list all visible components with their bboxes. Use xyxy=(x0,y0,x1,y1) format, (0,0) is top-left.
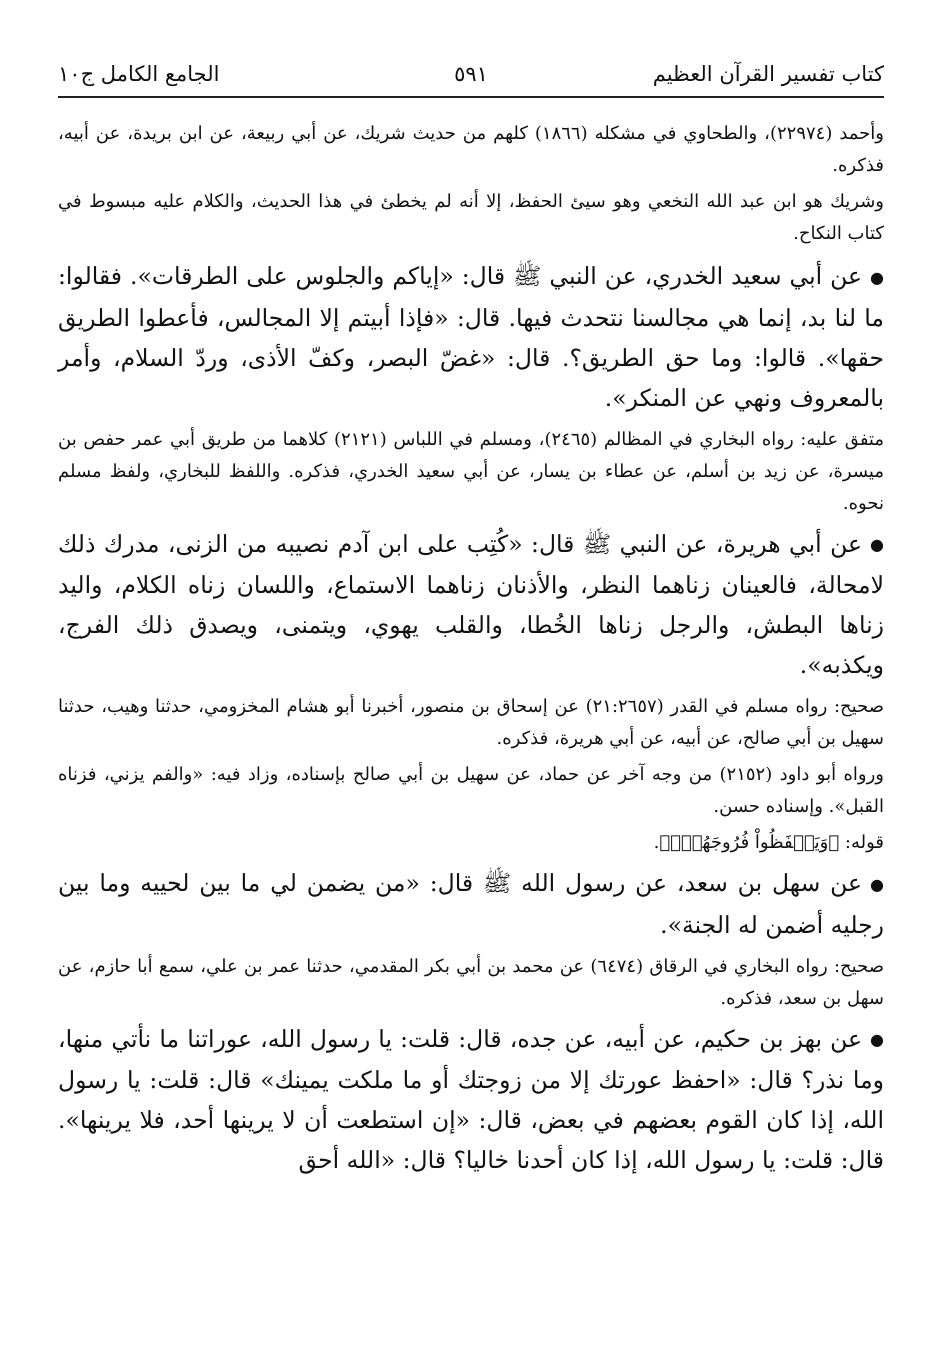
page-number: ٥٩١ xyxy=(454,62,488,86)
bullet-icon: ● xyxy=(870,267,884,287)
hadith-paragraph: ●عن سهل بن سعد، عن رسول الله ﷺ قال: «من يضمن لي ما بين لحييه وما بين رجليه أضمن له الجنة». xyxy=(58,863,884,945)
header-rule xyxy=(58,96,884,98)
bullet-icon: ● xyxy=(870,535,884,554)
hadith-paragraph: ●عن أبي هريرة، عن النبي ﷺ قال: «كُتِب على ابن آدم نصيبه من الزنى، مدرك ذلك لامحالة، فالعينان زناهما النظر، والأذنان زناهما الاستماع، واللسان زناه الكلام، واليد زناها البطش، والرجل زناها الخُطا، والقلب يهوي، ويتمنى، ويصدق ذلك الفرج، ويكذبه». xyxy=(58,524,884,686)
commentary-paragraph: وشريك هو ابن عبد الله النخعي وهو سيئ الحفظ، إلا أنه لم يخطئ في هذا الحديث، والكلام عليه مبسوط في كتاب النكاح. xyxy=(58,191,884,244)
bullet-icon: ● xyxy=(870,1030,884,1049)
hadith-paragraph: ●عن أبي سعيد الخدري، عن النبي ﷺ قال: «إياكم والجلوس على الطرقات». فقالوا: ما لنا بد، إنما هي مجالسنا نتحدث فيها. قال: «فإذا أبيتم إلا المجالس، فأعطوا الطريق حقها». قالوا: وما حق الطريق؟. قال: «غضّ البصر، وكفّ الأذى، وردّ السلام، وأمر بالمعروف ونهي عن المنكر». xyxy=(58,256,884,418)
citation-paragraph: صحيح: رواه مسلم في القدر (٢١:٢٦٥٧) عن إسحاق بن منصور، أخبرنا أبو هشام المخزومي، حدثنا وهيب، حدثنا سهيل بن أبي صالح، عن أبيه، عن أبي هريرة، فذكره. xyxy=(58,696,884,749)
running-header xyxy=(58,58,884,94)
page-body xyxy=(58,118,884,1180)
book-title: كتاب تفسير القرآن العظيم xyxy=(652,62,884,86)
hadith-paragraph: ●عن بهز بن حكيم، عن أبيه، عن جده، قال: قلت: يا رسول الله، عوراتنا ما نأتي منها، وما نذر؟ قال: «احفظ عورتك إلا من زوجتك أو ما ملكت يمينك» قال: قلت: يا رسول الله، إذا كان القوم بعضهم في بعض، قال: «إن استطعت أن لا يرينها أحد، فلا يرينها». قال: قلت: يا رسول الله، إذا كان أحدنا خاليا؟ قال: «الله أحق xyxy=(58,1019,884,1181)
citation-paragraph: متفق عليه: رواه البخاري في المظالم (٢٤٦٥)، ومسلم في اللباس (٢١٢١) كلاهما من طريق أبي عمر حفص بن ميسرة، عن زيد بن أسلم، عن عطاء بن يسار، عن أبي سعيد الخدري، فذكره. واللفظ للبخاري، ولفظ مسلم نحوه. xyxy=(58,428,884,514)
verse-quote: قوله: ﴿وَيَحۡفَظُواْ فُرُوجَهُمۡۚ﴾. xyxy=(653,832,884,853)
volume-label: الجامع الكامل ج١٠ xyxy=(58,62,220,86)
citation-paragraph: ورواه أبو داود (٢١٥٢) من وجه آخر عن حماد، عن سهيل بن أبي صالح بإسناده، وزاد فيه: «والفم يزني، فزناه القبل». وإسناده حسن. xyxy=(58,764,884,817)
bullet-icon: ● xyxy=(870,874,884,894)
citation-paragraph: وأحمد (٢٢٩٧٤)، والطحاوي في مشكله (١٨٦٦) كلهم من حديث شريك، عن أبي ربيعة، عن ابن بريدة، عن أبيه، فذكره. xyxy=(58,123,884,176)
citation-paragraph: صحيح: رواه البخاري في الرقاق (٦٤٧٤) عن محمد بن أبي بكر المقدمي، حدثنا عمر بن علي، سمع أبا حازم، عن سهل بن سعد، فذكره. xyxy=(58,955,884,1009)
